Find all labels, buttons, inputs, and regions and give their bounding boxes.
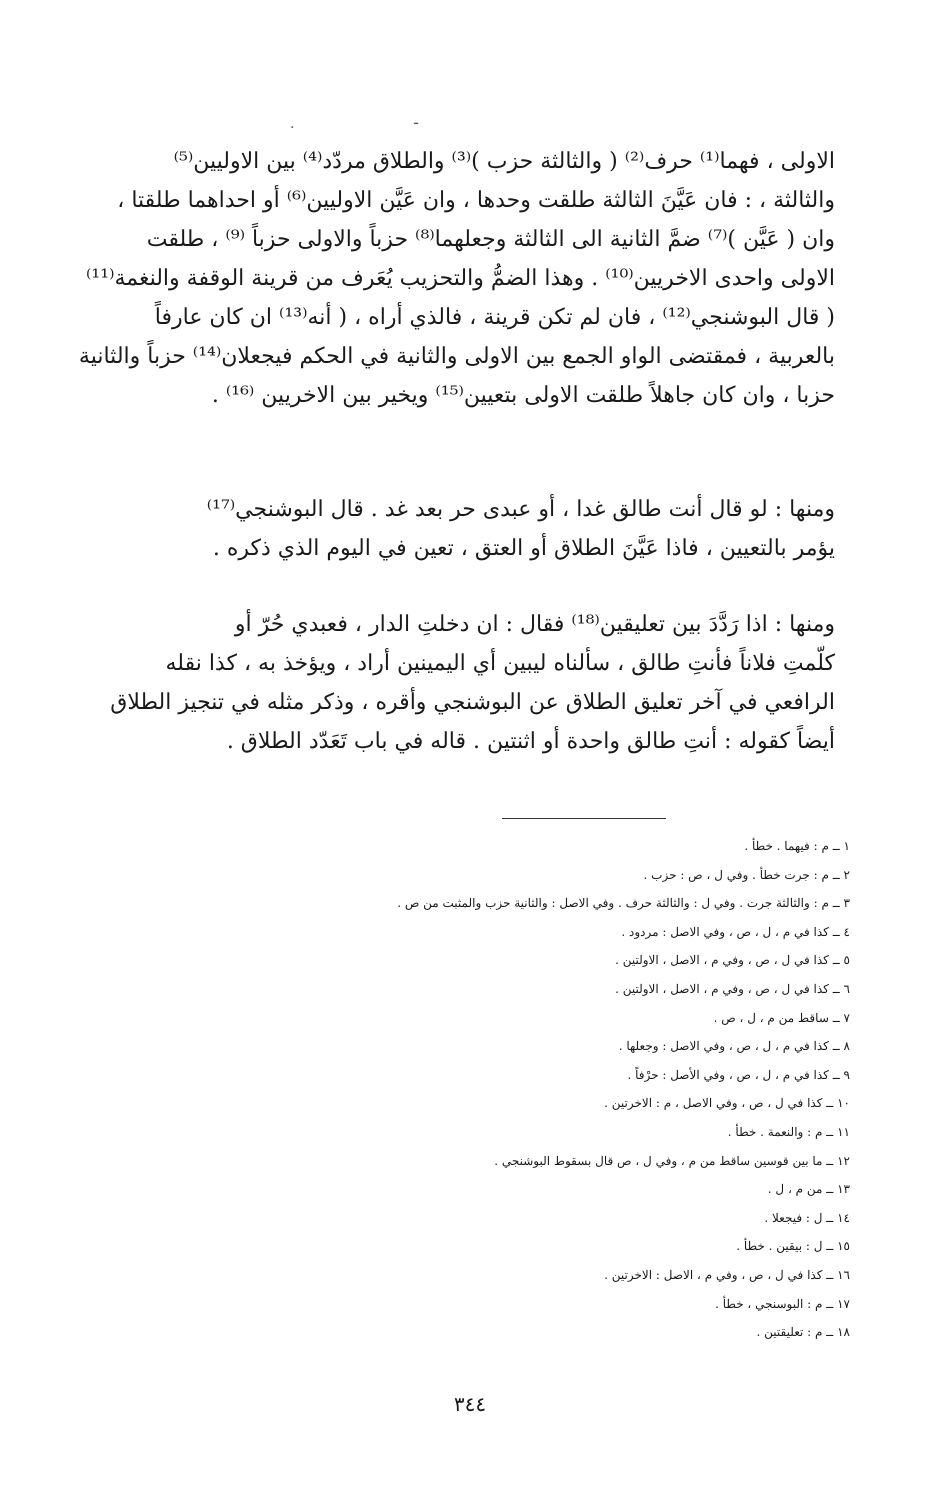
footnote: ١٢ ــ ما بين قوسين ساقط من م ، وفي ل ، ص قال بسقوط البوشنجي . [494, 1153, 850, 1168]
footnote: ١٨ ــ م : تعليقتين . [756, 1325, 850, 1340]
footnote: ٩ ــ كذا في م ، ل ، ص ، وفي الأصل : حرْفاً . [627, 1067, 850, 1082]
footnote: ١٤ ــ ل : فيجعلا . [764, 1210, 850, 1225]
text-line: ( قال البوشنجي⁽¹²⁾ ، فان لم تكن قرينة ، فالذي أراه ، ( أنه⁽¹³⁾ ان كان عارفاً [154, 305, 835, 330]
text-line: الرافعي في آخر تعليق الطلاق عن البوشنجي وأقره ، وذكر مثله في تنجيز الطلاق [110, 690, 835, 715]
text-line: أيضاً كقوله : أنتِ طالق واحدة أو اثنتين . قاله في باب تَعَدّد الطلاق . [226, 729, 835, 754]
footnote: ٨ ــ كذا في م ، ل ، ص ، وفي الاصل : وجعلها . [618, 1039, 850, 1054]
text-line: بالعربية ، فمقتضى الواو الجمع بين الاولى والثانية في الحكم فيجعلان⁽¹⁴⁾ حزباً والثانية [78, 344, 835, 369]
footnote: ٤ ــ كذا في م ، ل ، ص ، وفي الاصل : مردود . [621, 924, 850, 939]
footnote-divider [502, 818, 666, 819]
footnote: ٧ ــ ساقط من م ، ل ، ص . [713, 1010, 850, 1025]
footnote: ١٧ ــ م : البوسنجي ، خطأ . [715, 1296, 850, 1311]
footnote: ٦ ــ كذا في ل ، ص ، وفي م ، الاصل ، الاولتين . [615, 981, 850, 996]
text-line: ومنها : لو قال أنت طالق غدا ، أو عبدى حر بعد غد . قال البوشنجي⁽¹⁷⁾ [206, 497, 835, 522]
text-line: كلّمتِ فلاناً فأنتِ طالق ، سألناه ليبين أي اليمينين أراد ، ويؤخذ به ، كذا نقله [165, 651, 835, 676]
text-line: وان ( عَيَّن )⁽⁷⁾ ضمَّ الثانية الى الثالثة وجعلهما⁽⁸⁾ حزباً والاولى حزباً ⁽⁹⁾ ، طلقت [146, 227, 835, 252]
paragraph-2 [100, 490, 835, 568]
footnote: ١١ ــ م : والنعمة . خطأ . [727, 1124, 850, 1139]
footnote: ٢ ــ م : جرت خطأ . وفي ل ، ص : حزب . [643, 867, 850, 882]
text-line: حزبا ، وان كان جاهلاً طلقت الاولى بتعيين⁽¹⁵⁾ ويخير بين الاخريين ⁽¹⁶⁾ . [211, 383, 835, 408]
footnote: ١٣ ــ من م ، ل . [767, 1182, 850, 1197]
text-line: الاولى واحدى الاخريين⁽¹⁰⁾ . وهذا الضمُّ والتحزيب يُعَرف من قرينة الوقفة والنغمة⁽¹¹⁾ [86, 266, 835, 291]
text-line: والثالثة ، : فان عَيَّنَ الثالثة طلقت وحدها ، وان عَيَّن الاوليين⁽⁶⁾ أو احداهما طلقتا ، [117, 188, 835, 213]
footnote: ١٦ ــ كذا في ل ، ص ، وفي م ، الاصل : الاخرتين . [604, 1267, 850, 1282]
text-line: الاولى ، فهما⁽¹⁾ حرف⁽²⁾ ( والثالثة حزب )⁽³⁾ والطلاق مردّد⁽⁴⁾ بين الاوليين⁽⁵⁾ [173, 149, 835, 174]
footnote: ١٥ ــ ل : بيقين . خطأ . [736, 1239, 850, 1254]
page-number: ٣٤٤ [453, 1392, 487, 1416]
footnote: ١ ــ م : فيهما . خطأ . [744, 839, 850, 853]
text-line: يؤمر بالتعيين ، فاذا عَيَّنَ الطلاق أو العتق ، تعين في اليوم الذي ذكره . [212, 536, 835, 561]
scan-mark: ـ [414, 112, 419, 128]
paragraph-3 [100, 605, 835, 761]
footnotes [210, 832, 850, 1347]
paragraph-1 [78, 142, 835, 415]
footnote: ٣ ــ م : والثالثة جرت . وفي ل : والثالثة حرف . وفي الاصل : والثانية حزب والمثبت من ص . [397, 896, 850, 911]
footnote: ١٠ ــ كذا في ل ، ص ، وفي الاصل ، م : الاخرتين . [604, 1096, 850, 1111]
scan-dot: · [290, 120, 295, 136]
text-line: ومنها : اذا رَدَّدَ بين تعليقين⁽¹⁸⁾ فقال : ان دخلتِ الدار ، فعبدي حُرّ أو [234, 612, 835, 637]
footnote: ٥ ــ كذا في ل ، ص ، وفي م ، الاصل ، الاولتين . [615, 953, 850, 968]
